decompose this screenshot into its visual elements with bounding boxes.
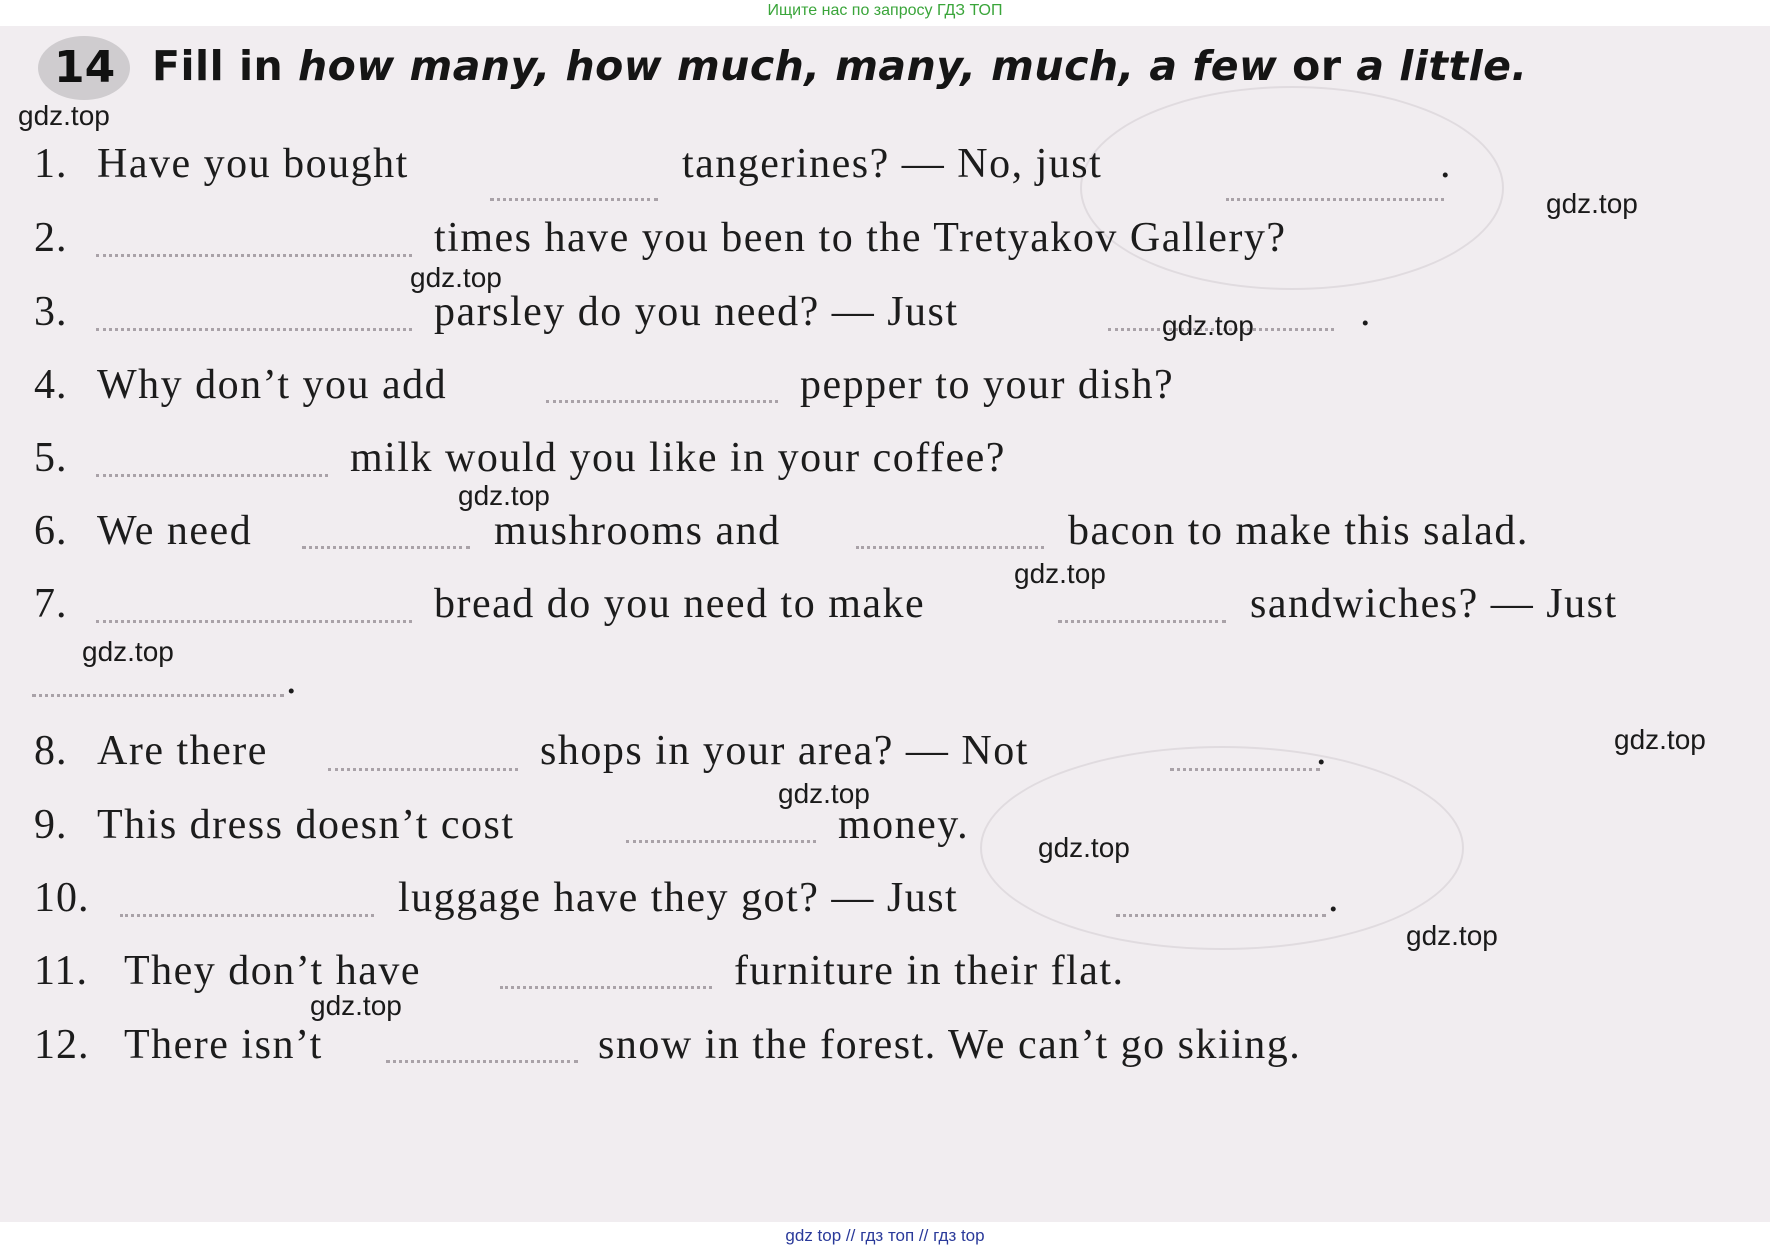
- answer-blank[interactable]: [96, 620, 412, 623]
- watermark: gdz.top: [1614, 724, 1706, 755]
- watermark: gdz.top: [458, 480, 550, 511]
- sentence-number: 1.: [34, 141, 68, 187]
- sentence-text: milk would you like in your coffee?: [350, 435, 1006, 481]
- sentence-number: 12.: [34, 1022, 90, 1068]
- sentence-text: We need: [97, 508, 253, 554]
- sentence-number: 11.: [34, 948, 88, 994]
- answer-blank[interactable]: [1170, 768, 1320, 771]
- answer-blank[interactable]: [490, 198, 658, 201]
- sentence-text: They don’t have: [124, 948, 421, 994]
- answer-blank[interactable]: [96, 254, 412, 257]
- answer-blank[interactable]: [1116, 914, 1326, 917]
- answer-blank[interactable]: [546, 400, 778, 403]
- heading-text: Fill in: [152, 42, 298, 90]
- watermark: gdz.top: [1038, 832, 1130, 863]
- sentence-number: 7.: [34, 581, 68, 627]
- sentence-text: This dress doesn’t cost: [97, 802, 515, 848]
- sentence-text: parsley do you need? — Just: [434, 289, 959, 335]
- answer-blank[interactable]: [96, 328, 412, 331]
- sentence-text: furniture in their flat.: [734, 948, 1125, 994]
- watermark: gdz.top: [1014, 558, 1106, 589]
- sentence-text: .: [1440, 141, 1452, 187]
- answer-blank[interactable]: [120, 914, 374, 917]
- sentence-text: Are there: [97, 728, 268, 774]
- answer-blank[interactable]: [500, 986, 712, 989]
- sentence-text: mushrooms and: [494, 508, 781, 554]
- sentence-text: snow in the forest. We can’t go skiing.: [598, 1022, 1302, 1068]
- sentence-text: Why don’t you add: [97, 362, 448, 408]
- sentence-text: .: [1316, 728, 1328, 774]
- sentence-number: 2.: [34, 215, 68, 261]
- sentence-number: 4.: [34, 362, 68, 408]
- exercise-number: 14: [54, 42, 116, 93]
- sentence-text: money.: [838, 802, 970, 848]
- answer-blank[interactable]: [386, 1060, 578, 1063]
- sentence-number: 3.: [34, 289, 68, 335]
- answer-blank[interactable]: [856, 546, 1044, 549]
- sentence-text: luggage have they got? — Just: [398, 875, 959, 921]
- sentence-text: bacon to make this salad.: [1068, 508, 1529, 554]
- answer-blank[interactable]: [1226, 198, 1444, 201]
- watermark: gdz.top: [410, 262, 502, 293]
- answer-blank[interactable]: [328, 768, 518, 771]
- exercise-heading: [152, 42, 1528, 90]
- sentence-number: 6.: [34, 508, 68, 554]
- sentence-text: .: [1328, 875, 1340, 921]
- heading-options: a little.: [1356, 42, 1528, 90]
- bottom-banner[interactable]: gdz top // гдз топ // гдз top: [785, 1226, 985, 1245]
- textbook-page: [0, 26, 1770, 1222]
- watermark: gdz.top: [310, 990, 402, 1021]
- sentence-text: Have you bought: [97, 141, 409, 187]
- sentence-text: .: [1360, 289, 1372, 335]
- answer-blank[interactable]: [32, 694, 284, 697]
- sentence-text: times have you been to the Tretyakov Gallery?: [434, 215, 1287, 261]
- watermark: gdz.top: [778, 778, 870, 809]
- watermark: gdz.top: [1406, 920, 1498, 951]
- watermark: gdz.top: [1546, 188, 1638, 219]
- sentence-text: sandwiches? — Just: [1250, 581, 1618, 627]
- watermark: gdz.top: [18, 100, 110, 131]
- sentence-number: 10.: [34, 875, 90, 921]
- answer-blank[interactable]: [1058, 620, 1226, 623]
- heading-text: or: [1277, 42, 1357, 90]
- sentence-number: 8.: [34, 728, 68, 774]
- answer-blank[interactable]: [626, 840, 816, 843]
- top-banner[interactable]: Ищите нас по запросу ГДЗ ТОП: [767, 2, 1003, 19]
- sentence-text: .: [286, 657, 298, 703]
- sentence-text: pepper to your dish?: [800, 362, 1175, 408]
- answer-blank[interactable]: [96, 474, 328, 477]
- watermark: gdz.top: [1162, 310, 1254, 341]
- sentence-number: 9.: [34, 802, 68, 848]
- watermark: gdz.top: [82, 636, 174, 667]
- answer-blank[interactable]: [302, 546, 470, 549]
- sentence-text: There isn’t: [124, 1022, 323, 1068]
- sentence-number: 5.: [34, 435, 68, 481]
- sentence-text: shops in your area? — Not: [540, 728, 1029, 774]
- sentence-text: tangerines? — No, just: [682, 141, 1103, 187]
- heading-options: how many, how much, many, much, a few: [297, 42, 1278, 90]
- sentence-text: bread do you need to make: [434, 581, 926, 627]
- exercise-number-badge: [38, 36, 130, 100]
